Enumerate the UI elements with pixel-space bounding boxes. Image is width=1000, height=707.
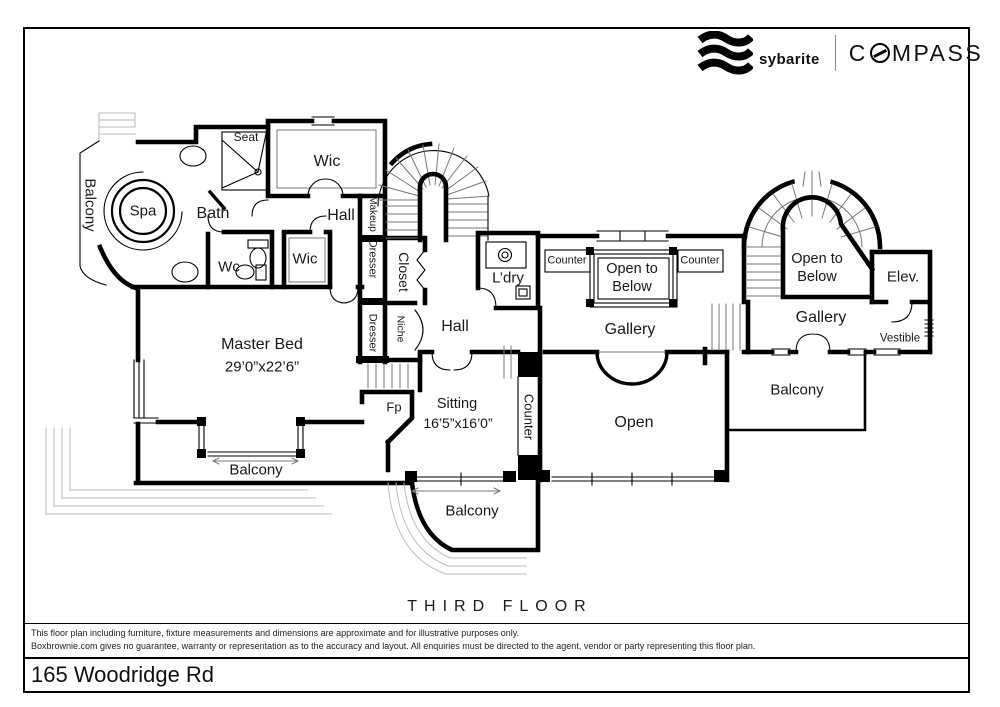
sybarite-wave-icon	[697, 31, 753, 75]
label-open: Open	[614, 414, 654, 431]
arched-opening	[597, 352, 667, 384]
label-sitting-dims: 16’5”x16’0”	[423, 415, 493, 431]
niche-arc	[415, 310, 423, 350]
label-seat: Seat	[233, 130, 259, 144]
label-dresser-upper: Dresser	[366, 239, 379, 279]
label-open-below-right-2: Below	[797, 268, 837, 285]
counter-post	[518, 352, 540, 377]
brand-divider	[835, 35, 836, 71]
property-address: 165 Woodridge Rd	[31, 662, 215, 687]
disclaimer-line-1: This floor plan including furniture, fixture measurements and dimensions are approximate and for illustrative purposes only.	[31, 628, 520, 638]
label-master-bed: Master Bed	[221, 336, 303, 353]
label-gallery-right: Gallery	[795, 309, 847, 326]
disclaimer-line-2: Boxbrownie.com gives no guarantee, warranty or representation as to the accuracy and layout. All enquiries must be directed to the agent, vendor or party representing this floor plan.	[31, 641, 756, 651]
label-closet: Closet	[396, 252, 412, 292]
label-wc: Wc	[218, 258, 240, 276]
label-counter-nw: Counter	[547, 254, 587, 267]
sink	[180, 146, 206, 166]
label-wic-upper: Wic	[313, 153, 341, 170]
label-hall-upper: Hall	[327, 207, 355, 224]
toilet-tank	[248, 240, 268, 248]
label-hall-center: Hall	[441, 318, 469, 335]
counter-post	[518, 455, 540, 480]
balconies	[46, 352, 865, 574]
label-balcony-nw: Balcony	[81, 178, 99, 232]
disclaimer-divider	[25, 623, 969, 624]
compass-wordmark	[849, 40, 983, 67]
label-elev: Elev.	[886, 268, 920, 286]
compass-o-slash-icon	[870, 43, 890, 63]
brand-header	[697, 31, 983, 75]
label-balcony-right: Balcony	[770, 381, 824, 399]
label-bath: Bath	[196, 205, 230, 222]
floor-title: THIRD FLOOR	[407, 598, 593, 615]
label-balcony-sitting: Balcony	[445, 502, 499, 520]
label-niche: Niche	[394, 315, 407, 343]
label-open-below-right-1: Open to	[791, 250, 843, 267]
label-fp: Fp	[386, 399, 402, 415]
label-open-below-center-1: Open to	[606, 260, 658, 277]
address-divider	[25, 657, 969, 659]
label-balcony-master: Balcony	[229, 461, 283, 479]
label-makeup: Makeup	[367, 196, 378, 232]
label-master-bed-dims: 29’0”x22’6”	[224, 358, 300, 376]
door-arc	[892, 302, 912, 322]
label-ldry: L’dry	[492, 269, 524, 287]
label-dresser-lower: Dresser	[366, 313, 379, 353]
washer	[486, 242, 526, 268]
compass-prefix: C	[848, 39, 868, 66]
label-spa: Spa	[129, 202, 157, 220]
upper-stair	[377, 144, 489, 240]
label-open-below-center-2: Below	[612, 278, 652, 295]
label-wic-lower: Wic	[292, 250, 318, 268]
sybarite-wordmark: sybarite	[759, 51, 820, 68]
compass-suffix: MPASS	[891, 39, 984, 66]
dimension-arrow	[412, 488, 500, 494]
label-counter-mid: Counter	[521, 393, 537, 441]
sink	[172, 262, 198, 282]
label-gallery-center: Gallery	[604, 321, 656, 338]
french-door	[796, 334, 830, 352]
label-sitting: Sitting	[436, 395, 478, 412]
bifold-door	[417, 250, 425, 290]
label-counter-ne: Counter	[680, 254, 720, 267]
label-vestible: Vestible	[879, 332, 921, 345]
